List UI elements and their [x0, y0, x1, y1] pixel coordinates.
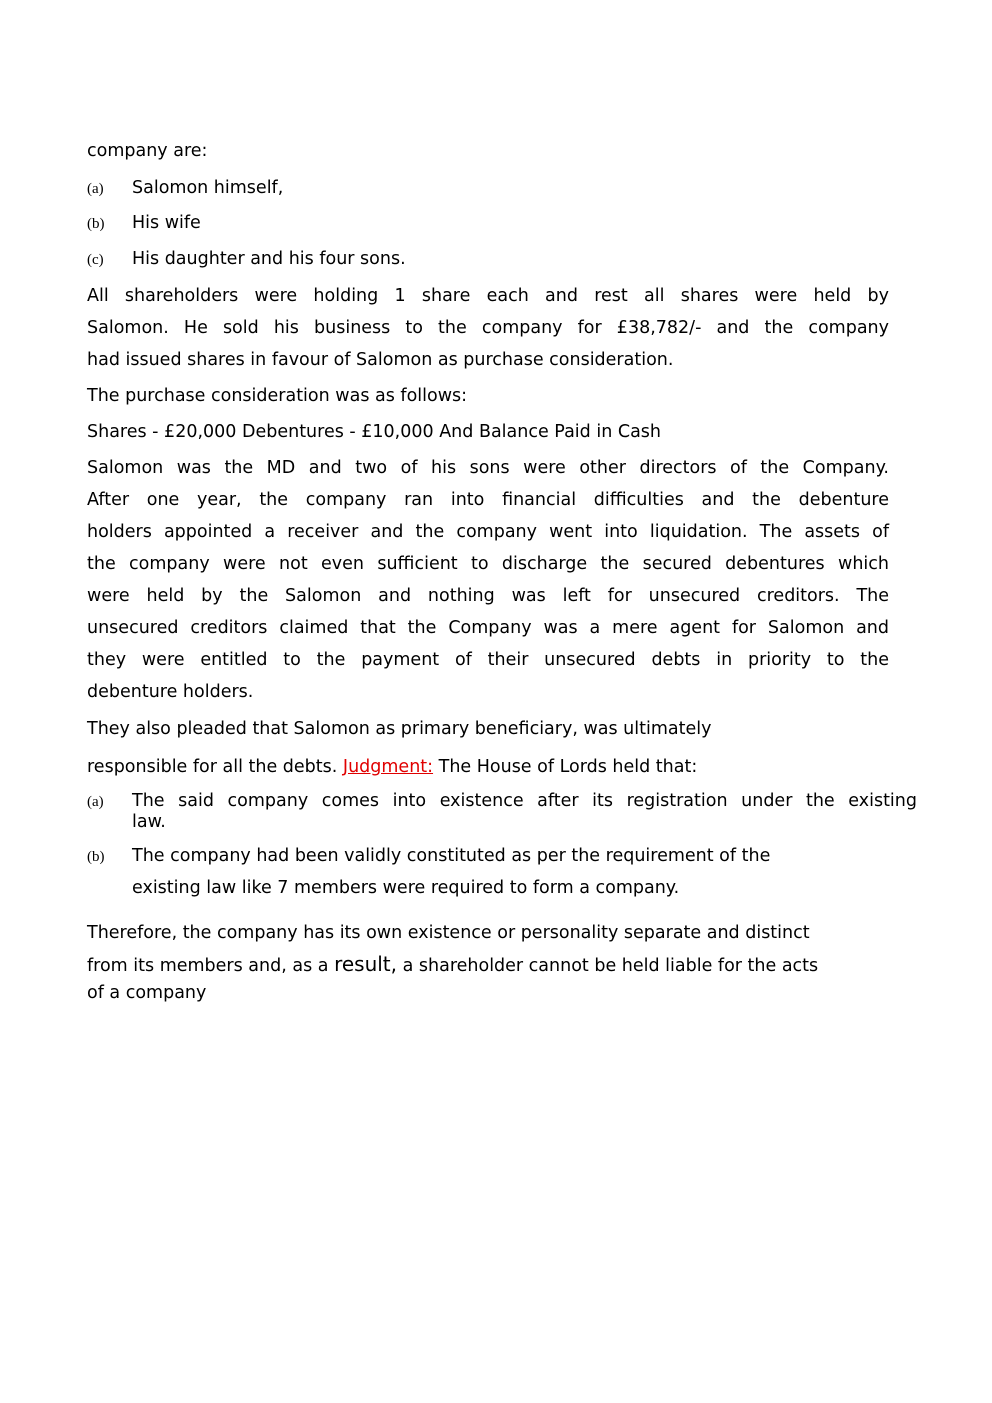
conclusion-text: from its members and, as a — [87, 956, 329, 976]
list-marker: (a) — [87, 181, 104, 197]
paragraph-line: They also pleaded that Salomon as primary beneficiary, was ultimately — [87, 719, 712, 739]
list-item: His wife — [132, 213, 201, 233]
paragraph-text: The House of Lords held that: — [438, 757, 698, 777]
conclusion-line — [87, 953, 818, 977]
holding-line: The said company comes into existence after its registration under the existing — [132, 791, 917, 811]
list-item: Salomon himself, — [132, 178, 284, 198]
paragraph-line: debenture holders. — [87, 682, 254, 702]
paragraph-text: responsible for all the debts. — [87, 757, 338, 777]
conclusion-text: a shareholder cannot be held liable for the acts — [402, 956, 819, 976]
list-marker: (c) — [87, 252, 104, 268]
holding-line: The company had been validly constituted as per the requirement of the — [132, 846, 771, 866]
paragraph-line: Salomon was the MD and two of his sons were other directors of the Company. — [87, 458, 889, 478]
paragraph-line: they were entitled to the payment of their unsecured debts in priority to the — [87, 650, 889, 670]
paragraph-line: unsecured creditors claimed that the Company was a mere agent for Salomon and — [87, 618, 889, 638]
holding-line: existing law like 7 members were required to form a company. — [132, 878, 680, 898]
conclusion-emphasis: result, — [334, 952, 398, 976]
list-item: His daughter and his four sons. — [132, 249, 406, 269]
judgment-line — [87, 756, 697, 778]
conclusion-line: of a company — [87, 983, 207, 1003]
purchase-heading: The purchase consideration was as follows: — [87, 386, 468, 406]
purchase-detail: Shares - £20,000 Debentures - £10,000 And Balance Paid in Cash — [87, 422, 661, 442]
holding-line: law. — [132, 812, 166, 832]
paragraph-line: holders appointed a receiver and the company went into liquidation. The assets of — [87, 522, 889, 542]
paragraph-line: the company were not even sufficient to discharge the secured debentures which — [87, 554, 889, 574]
paragraph-line: Salomon. He sold his business to the company for £38,782/- and the company — [87, 318, 889, 338]
judgment-label: Judgment: — [342, 757, 434, 777]
list-marker: (a) — [87, 794, 104, 810]
conclusion-line: Therefore, the company has its own existence or personality separate and distinct — [87, 923, 810, 943]
paragraph-line: were held by the Salomon and nothing was left for unsecured creditors. The — [87, 586, 889, 606]
paragraph-line: After one year, the company ran into financial difficulties and the debenture — [87, 490, 889, 510]
list-marker: (b) — [87, 216, 105, 232]
paragraph-line: had issued shares in favour of Salomon as purchase consideration. — [87, 350, 674, 370]
paragraph-line: All shareholders were holding 1 share each and rest all shares were held by — [87, 286, 889, 306]
intro-text: company are: — [87, 141, 208, 161]
list-marker: (b) — [87, 849, 105, 865]
